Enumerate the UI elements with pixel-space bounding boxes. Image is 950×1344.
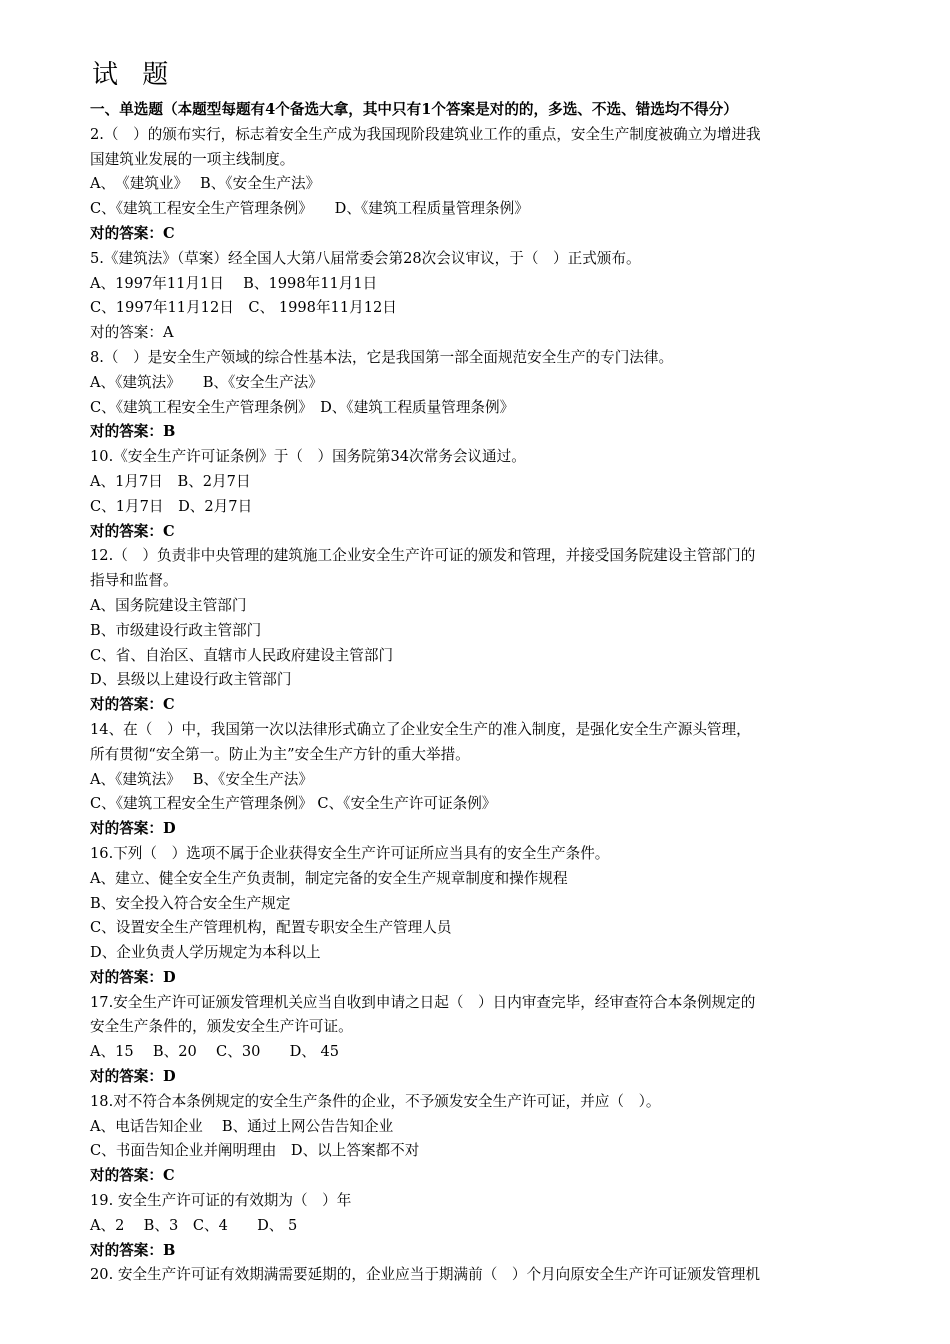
option-line: C、1997年11月12日 C、 1998年11月12日: [90, 299, 397, 317]
option-line: A、2 B、3 C、4 D、 5: [90, 1216, 298, 1234]
question-line: 18.对不符合本条例规定的安全生产条件的企业，不予颁发安全生产许可证，并应（ ）。: [90, 1092, 661, 1110]
question-line: 10.《安全生产许可证条例》于（ ）国务院第34次常务会议通过。: [90, 448, 526, 466]
question-line: 8.（ ）是安全生产领域的综合性基本法，它是我国第一部全面规范安全生产的专门法律。: [90, 348, 674, 366]
question-line: 17.安全生产许可证颁发管理机关应当自收到申请之日起（ ）日内审查完毕，经审查符合本条例规定的: [90, 993, 756, 1011]
question-list: [90, 98, 870, 1288]
option-line: A、电话告知企业 B、通过上网公告告知企业: [90, 1117, 394, 1135]
document-body: [90, 58, 870, 1288]
answer-line: 对的答案：B: [90, 423, 176, 441]
option-line: A、《建筑法》 B、《安全生产法》: [90, 770, 313, 788]
question-line: 20. 安全生产许可证有效期满需要延期的，企业应当于期满前（ ）个月向原安全生产许可证颁发管理机: [90, 1266, 760, 1284]
question-line: 16.下列（ ）选项不属于企业获得安全生产许可证所应当具有的安全生产条件。: [90, 844, 610, 862]
option-line: B、市级建设行政主管部门: [90, 621, 262, 639]
answer-line: 对的答案：D: [90, 1068, 176, 1086]
option-line: C、《建筑工程安全生产管理条例》 D、《建筑工程质量管理条例》: [90, 200, 529, 218]
option-line: A、建立、健全安全生产负责制，制定完备的安全生产规章制度和操作规程: [90, 869, 568, 887]
text-line: 安全生产条件的，颁发安全生产许可证。: [90, 1018, 353, 1036]
answer-line: 对的答案：C: [90, 522, 175, 540]
option-line: A、国务院建设主管部门: [90, 596, 247, 614]
option-line: C、1月7日 D、2月7日: [90, 497, 253, 515]
option-line: A、1月7日 B、2月7日: [90, 472, 251, 490]
text-line: 指导和监督。: [90, 572, 178, 590]
answer-line: 一、单选题（本题型每题有4个备选大拿，其中只有1个答案是对的的，多选、不选、错选均不得分）: [90, 101, 738, 118]
question-line: 12.（ ）负责非中央管理的建筑施工企业安全生产许可证的颁发和管理，并接受国务院建设主管部门的: [90, 547, 756, 565]
question-line: 2.（ ）的颁布实行，标志着安全生产成为我国现阶段建筑业工作的重点，安全生产制度被确立为增进我: [90, 125, 761, 143]
question-line: 5.《建筑法》（草案）经全国人大第八届常委会第28次会议审议，于（ ）正式颁布。: [90, 249, 641, 267]
option-line: C、《建筑工程安全生产管理条例》 D、《建筑工程质量管理条例》: [90, 398, 515, 416]
text-line: 国建筑业发展的一项主线制度。: [90, 150, 295, 168]
option-line: C、设置安全生产管理机构，配置专职安全生产管理人员: [90, 919, 452, 937]
answer-line: 对的答案：B: [90, 1241, 176, 1259]
option-line: C、《建筑工程安全生产管理条例》 C、《安全生产许可证条例》: [90, 795, 497, 813]
option-line: D、企业负责人学历规定为本科以上: [90, 944, 321, 962]
answer-line: 对的答案：A: [90, 324, 174, 342]
answer-line: 对的答案：D: [90, 968, 176, 986]
option-line: C、省、自治区、直辖市人民政府建设主管部门: [90, 646, 394, 664]
answer-line: 对的答案：C: [90, 696, 175, 714]
option-line: A、《建筑法》 B、《安全生产法》: [90, 373, 323, 391]
option-line: D、县级以上建设行政主管部门: [90, 671, 292, 689]
option-line: B、安全投入符合安全生产规定: [90, 894, 291, 912]
text-line: 所有贯彻“安全第一。防止为主”安全生产方针的重大举措。: [90, 745, 470, 763]
answer-line: 对的答案：C: [90, 1167, 175, 1185]
option-line: A、 《建筑业》 B、《安全生产法》: [90, 175, 321, 193]
question-line: 14、在（ ）中，我国第一次以法律形式确立了企业安全生产的准入制度，是强化安全生产源头管理，: [90, 720, 751, 738]
answer-line: 对的答案：C: [90, 224, 175, 242]
option-line: A、15 B、20 C、30 D、 45: [90, 1043, 340, 1061]
answer-line: C、书面告知企业并阐明理由 D、以上答案都不对: [90, 1142, 420, 1160]
page-title: 试 题: [92, 60, 177, 90]
question-line: 19. 安全生产许可证的有效期为（ ）年: [90, 1192, 352, 1210]
answer-line: 对的答案：D: [90, 820, 176, 838]
option-line: A、1997年11月1日 B、1998年11月1日: [90, 274, 378, 292]
